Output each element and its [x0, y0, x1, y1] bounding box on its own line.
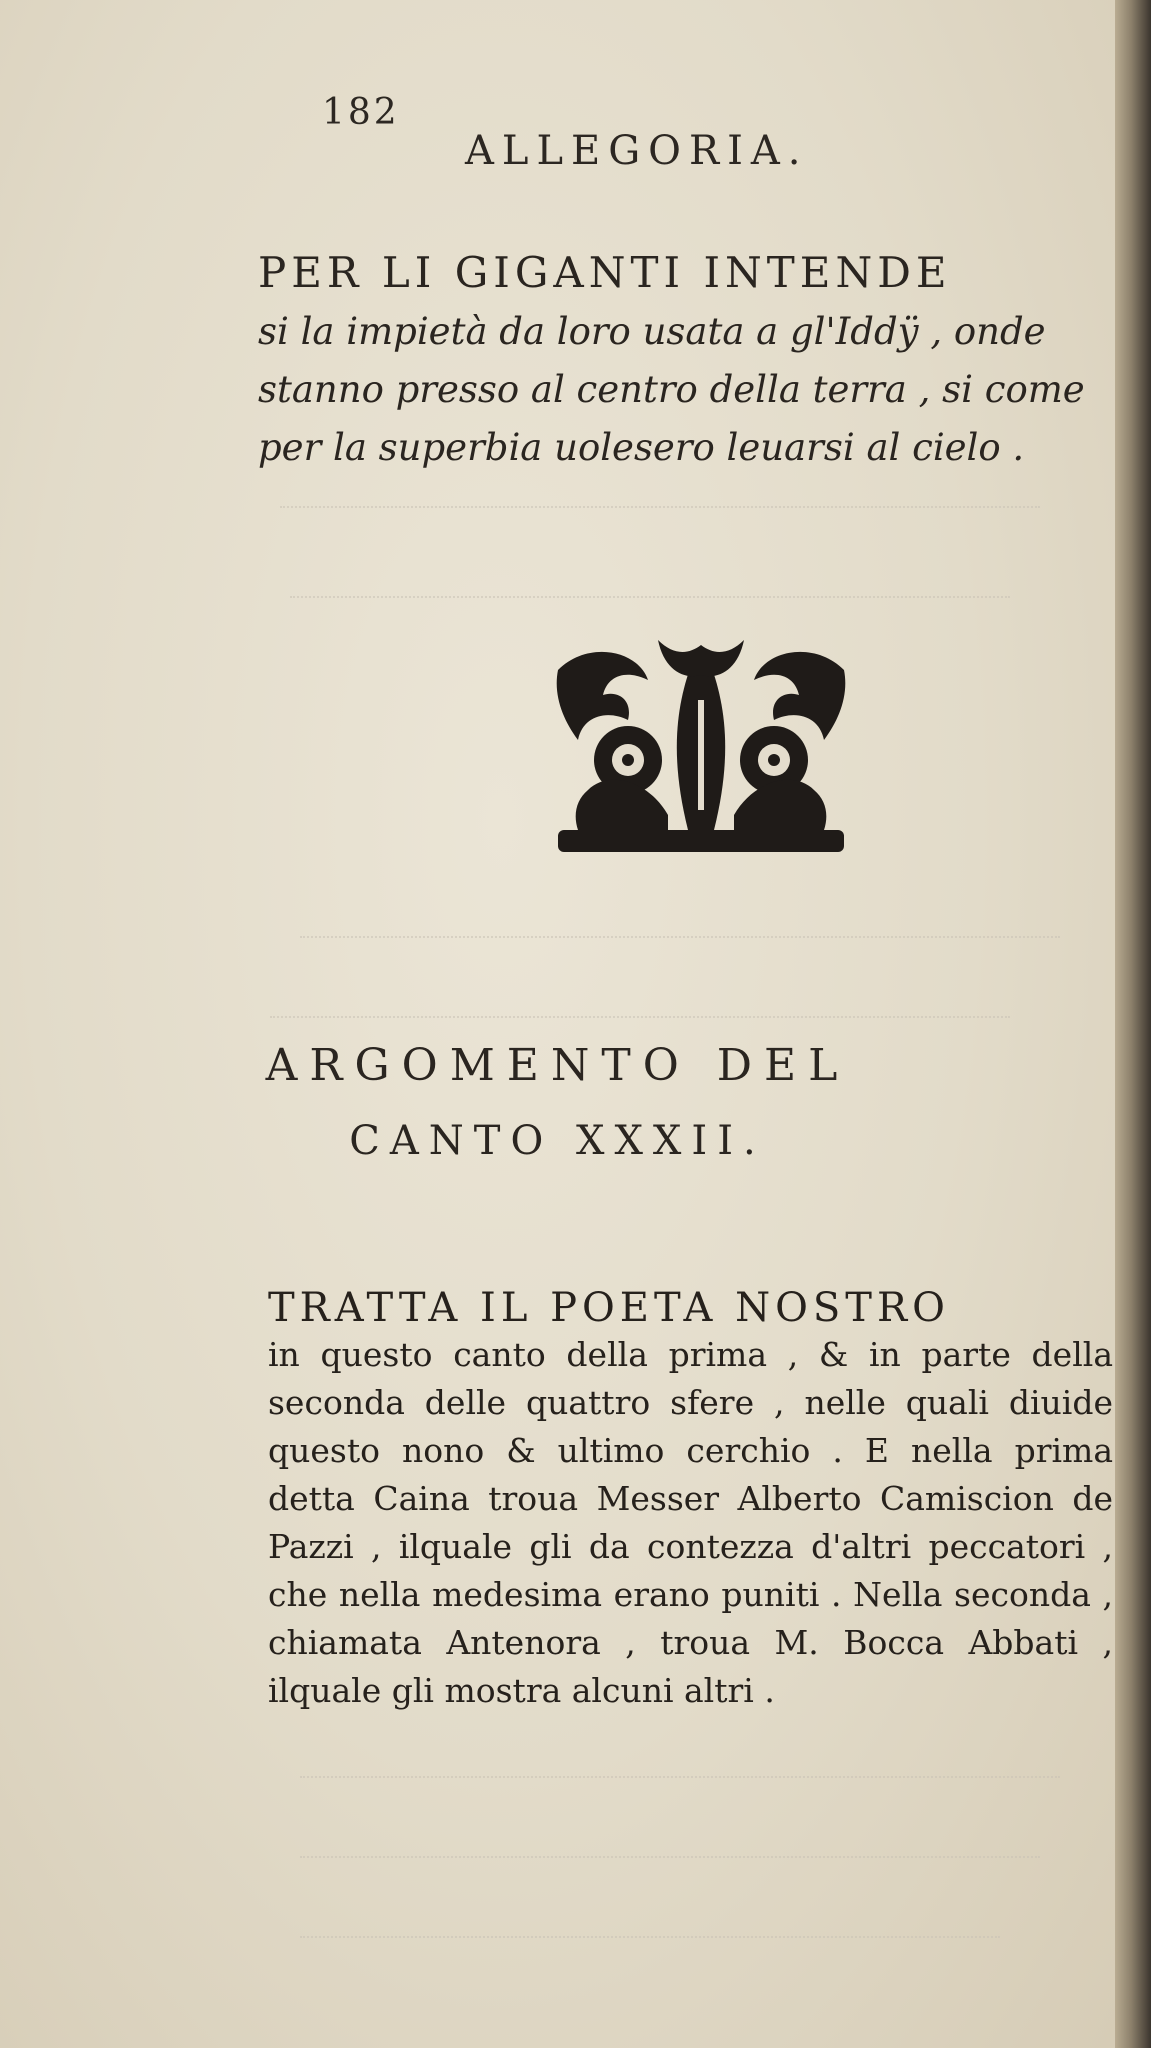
argument-lead: TRATTA IL POETA NOSTRO	[268, 1285, 950, 1331]
floral-ornament-icon	[548, 640, 854, 858]
argument-title-line1: ARGOMENTO DEL	[265, 1040, 850, 1091]
argument-title-line2: CANTO XXXII.	[349, 1118, 766, 1164]
argument-text: in questo canto della prima , & in parte della seconda delle quattro sfere , nelle quali diuide questo nono & ultimo cerchio . E nella prima detta Caina troua Messer Alberto Camiscion de Pazzi , ilquale gli da contezza d'altri peccatori , che nella medesima erano puniti . Nella seconda , chiamata Antenora , troua M. Bocca Abbati , ilquale gli mostra alcuni altri .	[268, 1335, 1113, 1710]
argument-section	[268, 1285, 1113, 1715]
allegory-section	[258, 248, 1115, 477]
book-spine-edge	[1115, 0, 1151, 2048]
allegory-text: si la impietà da loro usata a gl'Iddÿ , onde stanno presso al centro della terra , si come per la superbia uolesero leuarsi al cielo .	[258, 310, 1085, 469]
running-head: ALLEGORIA.	[465, 128, 809, 174]
page-number: 182	[322, 92, 400, 133]
allegory-lead: PER LI GIGANTI INTENDE	[258, 248, 952, 297]
